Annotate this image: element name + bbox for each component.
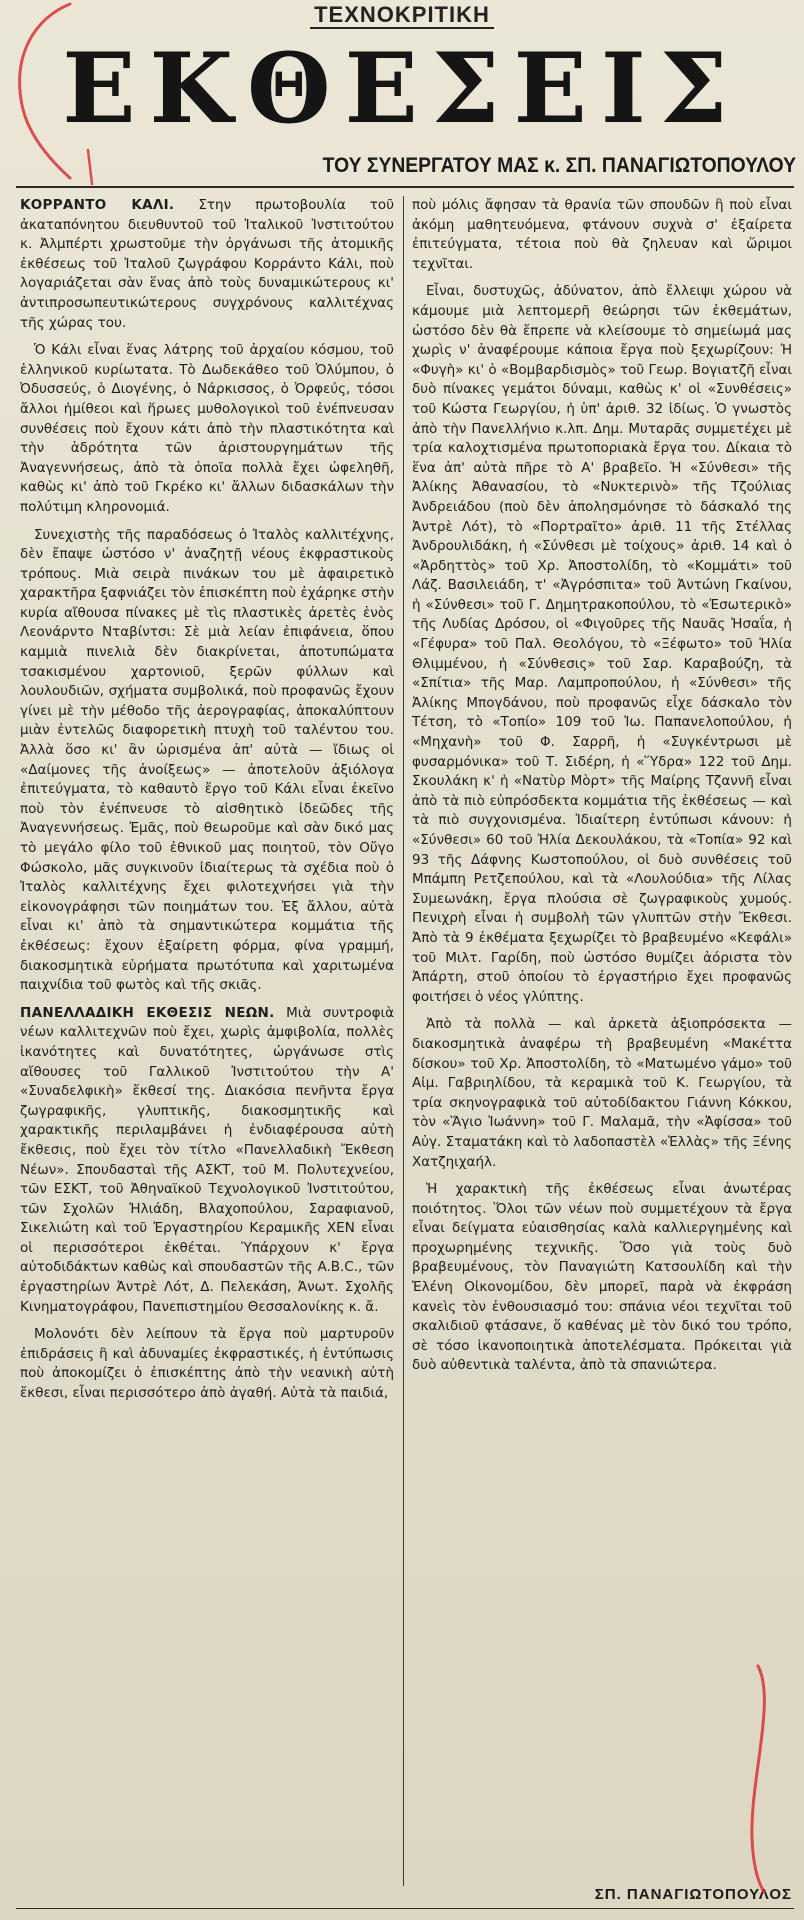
paragraph xyxy=(20,196,394,333)
paragraph-text: ποὺ μόλις ἄφησαν τὰ θρανία τῶν σπουδῶν ἢ ποὺ εἶναι ἀκόμη μαθητευόμενα, φτάνουν συχνὰ σ' ἐξαίρετα ἐπιτεύγματα, τέτοια ποὺ θὰ ζηλευαν καὶ ὥριμοι τεχνῖται. xyxy=(412,197,792,272)
bottom-rule xyxy=(16,1908,794,1909)
paragraph-text: Εἶναι, δυστυχῶς, ἀδύνατον, ἀπὸ ἔλλειψι χώρου νὰ κάμουμε μιὰ λεπτομερῆ θεώρησι τῶν ἐκθεμάτων, ὡστόσο δὲν θὰ ἔπρεπε νὰ κλείσουμε τὸ σημείωμά μας χωρὶς ν' ἀναφέρουμε κάποια ἔργα ποὺ ξεχωρίζουν: Ἡ «Φυγὴ» κι' ὁ «Βομβαρδισμὸς» τοῦ Γεωρ. Βογιατζῆ εἶναι δυὸ πίνακες γεμάτοι δύναμι, καθὼς κ' οἱ «Συνθέσεις» τοῦ Κώστα Γεωργίου, ἡ ὑπ' ἀριθ. 32 ἰδίως. Ὁ γνωστὸς ἀπὸ τὴν Πανελλήνιο κ.λπ. Δημ. Μυταρᾶς συμμετέχει μὲ τρία καλοχτισμένα πρωτοποριακὰ ἔργα του. Δίκαια τὸ ἕνα ἀπ' αὐτὰ πῆρε τὸ Α' βραβεῖο. Ἡ «Σύνθεσι» τῆς Ἀλίκης Ἀθανασίου, τὸ «Νυκτερινὸ» τῆς Τζούλιας Ἀνδρειάδου (ποὺ δὲν ἀπολησμόνησε τὸ δάσκαλό της Ἀντρὲ Λότ), τὸ «Πορτραῖτο» ἀριθ. 11 τῆς Στέλλας Ἀνδρουλιδάκη, ἡ «Σύνθεσι μὲ τοίχους» ἀριθ. 14 καὶ ὁ «Ἀρδηττὸς» τοῦ Χρ. Ἀποστολίδη, τὸ «Κομμάτι» τοῦ Λάζ. Βασιλειάδη, τ' «Ἀγρόσπιτα» τοῦ Ἀντώνη Γκαίνου, ἡ «Σύνθεσι» τοῦ Γ. Δημητρακοπούλου, τὸ «Ἐσωτερικὸ» τῆς Λυδίας Δρόσου, οἱ «Φιγοῦρες τῆς Ναυᾶς Ἠσαΐα, ἡ «Γέφυρα» τοῦ Παλ. Θεολόγου, τὸ «Ξέφωτο» τοῦ Ἠλία Θλιμμένου, ἡ «Σύνθεσις» τοῦ Σαρ. Καραβούζη, τὰ «Σπίτια» τῆς Μαρ. Λαμπροπούλου, ἡ «Σύνθεσι» τῆς Ἀλίκης Μπογδάνου, ποὺ προφανῶς εἶχε δάσκαλο τὸν Τέτση, τὸ «Τοπίο» 109 τοῦ Ἰω. Παπανελοπούλου, ἡ «Μηχανὴ» τοῦ Φ. Σαρρῆ, ἡ «Συγκέντρωσι μὲ φυσαρμόνικα» τοῦ Τ. Σιδέρη, ἡ «Ὕδρα» 122 τοῦ Δημ. Σκουλάκη κ' ἡ «Νατὺρ Μὸρτ» τῆς Μαίρης Τζαννῆ εἶναι ἀπὸ τὰ πιὸ εὐπρόσδεκτα κομμάτια τῆς ἐκθέσεως — καὶ τὰ πιὸ συγχονισμένα. Ἰδιαίτερη ἐντύπωσι κάνουν: ἡ «Σύνθεσι» 60 τοῦ Ἠλία Δεκουλάκου, τὰ «Τοπία» 92 καὶ 93 τῆς Δάφνης Κωστοπούλου, οἱ δυὸ συνθέσεις τοῦ Μπάμπη Ρετζεπούλου, καὶ τὰ «Λουλούδια» τῆς Λίλας Συμεωνάκη, ἔργα πλούσια σὲ ζωγραφικοὺς χυμούς. Πενιχρὴ εἶναι ἡ συμβολὴ τῶν γλυπτῶν στὴν Ἔκθεσι. Ἀπὸ τὰ 9 ἐκθέματα ξεχωρίζει τὸ βραβευμένο «Κεφάλι» τοῦ Μιλτ. Γαρίδη, ποὺ ὡστόσο θυμίζει ἀόριστα τὸν Ἀπάρτη, στοῦ ὁποίου τὸ ἐργαστήριο ἔχει προφανῶς φοιτήσει ὁ νέος γλύπτης. xyxy=(412,283,792,1005)
right-column xyxy=(412,196,792,1384)
paragraph xyxy=(20,341,394,517)
paragraph-text: Στην πρωτοβουλία τοῦ ἀκαταπόνητου διευθυντοῦ τοῦ Ἰταλικοῦ Ἰνστιτούτου κ. Ἀλμπέρτι χρωστοῦμε τὴν ὀργάνωσι τῆς ἀτομικῆς ἐκθέσεως τοῦ Ἰταλοῦ ζωγράφου Κορράντο Κάλι, ποὺ λογαριάζεται σὰν ἕνας ἀπὸ τοὺς δυναμικώτερους κι' ἀντιπροσωπευτικώτερους συγχρόνους καλλιτέχνας τῆς χώρας του. xyxy=(20,197,394,331)
top-rule xyxy=(16,186,794,188)
paragraph-text: Μολονότι δὲν λείπουν τὰ ἔργα ποὺ μαρτυροῦν ἐπιδράσεις ἢ καὶ ἀδυναμίες ἐκφραστικές, ἡ ἐντύπωσις ποὺ ἀποκομίζει ὁ ἐπισκέπτης ἀπὸ τὴν νεανικὴ αὐτὴ ἔκθεσι, εἶναι περισσότερο ἀπὸ ἀγαθή. Αὐτὰ τὰ παιδιά, xyxy=(20,1326,394,1402)
paragraph xyxy=(20,526,394,996)
paragraph-lead: ΚΟΡΡΑΝΤΟ ΚΑΛΙ. xyxy=(20,197,175,213)
paragraph xyxy=(412,1180,792,1376)
left-column xyxy=(20,196,394,1412)
section-kicker xyxy=(0,2,804,34)
paragraph-text: Συνεχιστὴς τῆς παραδόσεως ὁ Ἰταλὸς καλλιτέχνης, δὲν ἔπαψε ὡστόσο ν' ἀναζητῇ νέους ἐκφραστικοὺς τρόπους. Μιὰ σειρὰ πινάκων του μὲ ἀφαιρετικὸ χαρακτῆρα ξαφνιάζει τὸν ἐπισκέπτη ποὺ ἐχάρηκε στὴν κυρία αἴθουσα πίνακες μὲ τὶς πλαστικὲς ἀρετὲς ἑνὸς Λεονάρντο Νταβίντσι: Σὲ μιὰ λείαν ἐπιφάνεια, ὅπου καμμιὰ πινελιὰ δὲν διακρίνεται, ἀποτυπώματα τσακισμένου χαρτονιοῦ, ξερῶν φύλλων καὶ λουλουδιῶν, σχήματα συμβολικά, ποὺ προφανῶς ἔχουν γίνει μὲ τὴν μέθοδο τῆς ἀερογραφίας, ἀποκαλύπτουν μιὰν ἐντελῶς διαφορετικὴ πτυχὴ τοῦ ταλέντου του. Ἀλλὰ ὅσο κι' ἂν ὡρισμένα ἀπ' αὐτὰ — ἴδιως οἱ «Δαίμονες τῆς ἀνοίξεως» — ἀποτελοῦν ἀξιόλογα ἐπιτεύγματα, τὸ καθαυτὸ ἔργο τοῦ Κάλι εἶναι ἐκεῖνο ποὺ τὸν ἐνέπνευσε τὸ αἰσθητικὸ ἰδεῶδες τῆς Ἀναγεννήσεως. Ἐμᾶς, ποὺ θεωροῦμε καὶ σὰν δικό μας τὸ μεγάλο φίλο τοῦ ἐθνικοῦ μας ποιητοῦ, τὸν Οὔγο Φώσκολο, μᾶς συγκινοῦν ἰδιαίτερως τὰ σχέδια ποὺ ὁ Ἰταλὸς καλλιτέχνης ἔχει φιλοτεχνήσει γιὰ τὴν εἰκονογράφησι τῶν ποιημάτων του. Ἐξ ἄλλου, αὐτὰ εἶναι κι' ἀπὸ τὰ σημαντικώτερα κομμάτια τῆς ἐκθέσεως: ἔχουν ἐξαίρετη φόρμα, φίνα γραμμή, διακοσμητικὰ εὑρήματα πρωτότυπα καὶ χαριτωμένα παιχνίδια τοῦ φωτὸς καὶ τῆς σκιᾶς. xyxy=(20,526,394,994)
paragraph-text: Ἡ χαρακτικὴ τῆς ἐκθέσεως εἶναι ἀνωτέρας ποιότητος. Ὅλοι τῶν νέων ποὺ συμμετέχουν τὰ ἔργα εἶναι δείγματα εὐαισθησίας καλὰ καλλιεργημένης καὶ προχωρημένης τεχνικῆς. Ὅσο γιὰ τοὺς δυὸ βραβευμένους, τὸν Παναγιώτη Κατσουλίδη καὶ τὴν Ἑλένη Οἰκονομίδου, δὲν μπορεῖ, παρὰ νὰ ἐκφράση κανεὶς τὸν ἐνθουσιασμό του: σπάνια νέοι τεχνῖται τοῦ σκαλιδιοῦ φτάσανε, ὅ καθένας μὲ τὸν δικό του τρόπο, σὲ τόσο ἱκανοποιητικὰ ἀποτελέσματα. Πρόκειται γιὰ δυὸ αὐθεντικὰ ταλέντα, ἀπὸ τὰ σπανιώτερα. xyxy=(412,1181,792,1374)
headline: ΕΚΘΕΣΕΙΣ xyxy=(62,32,742,145)
section-kicker-text: ΤΕΧΝΟΚΡΙΤΙΚΗ xyxy=(310,2,494,29)
paragraph xyxy=(412,196,792,274)
paragraph-text: Μιὰ συντροφιὰ νέων καλλιτεχνῶν ποὺ ἔχει, χωρὶς ἀμφιβολία, πολλὲς ἱκανότητες καὶ δυνατότητες, ὠργάνωσε στὶς αἴθουσες τοῦ Γαλλικοῦ Ἰνστιτούτου τὴν Α' «Συναδελφικὴ» ἔκθεσί της. Διακόσια πενῆντα ἔργα ζωγραφικῆς, γλυπτικῆς, διακοσμητικῆς καὶ χαρακτικῆς περιλαμβάνει ἡ ἐνδιαφέρουσα αὐτὴ ἔκθεσις, ποὺ ἔχει τὸν τίτλο «Πανελλαδικὴ Ἔκθεση Νέων». Σπουδασταὶ τῆς ΑΣΚΤ, τοῦ Μ. Πολυτεχνείου, τῶν ΕΣΚΤ, τοῦ Ἀθηναϊκοῦ Τεχνολογικοῦ Ἰνστιτούτου, τῶν Σχολῶν Ἠλιάδη, Βλαχοπούλου, Σαραφιανοῦ, Σικελιώτη καὶ τοῦ Ἐργαστηρίου Κεραμικῆς ΧΕΝ εἶναι οἱ περισσότεροι ἐκθέται. Ὑπάρχουν κ' ἔργα αὐτοδιδάκτων καθὼς καὶ σπουδαστῶν τῆς A.B.C., τῶν ἐργαστηρίων Ἀντρὲ Λότ, Δ. Πελεκάση, Ἀνωτ. Σχολῆς Κινηματογράφου, Πανεπιστημίου Θεσσαλονίκης κ. ἄ. xyxy=(20,1004,395,1315)
paragraph xyxy=(412,1015,792,1172)
signature: ΣΠ. ΠΑΝΑΓΙΩΤΟΠΟΥΛΟΣ xyxy=(594,1886,792,1903)
paragraph xyxy=(20,1325,394,1403)
byline: ΤΟΥ ΣΥΝΕΡΓΑΤΟΥ ΜΑΣ κ. ΣΠ. ΠΑΝΑΓΙΩΤΟΠΟΥΛΟΥ xyxy=(322,154,796,177)
paragraph-text: Ὁ Κάλι εἶναι ἕνας λάτρης τοῦ ἀρχαίου κόσμου, τοῦ ἑλληνικοῦ κυρίωτατα. Τὸ Δωδεκάθεο τοῦ Ὀλύμπου, ὁ Ὀδυσσεύς, ὁ Διογένης, ὁ Νάρκισσος, ὁ Ὀρφεύς, τόσοι ἄλλοι ἡμίθεοι καὶ ἥρωες μυθολογικοὶ τοῦ ἐνέπνευσαν συνθέσεις ποὺ ἔχουν κάτι ἀπὸ τὴν πλαστικότητα καὶ τὴν ἁδρότητα τῶν ἀριστουργημάτων τῆς Ἀναγεννήσεως, ἀπὸ τὰ ὁποῖα πολλὰ ἔχει ὠφεληθῆ, καθὼς κι' ἀπὸ τοῦ Γκρέκο κι' ἄλλων διδασκάλων τὴν πολύτιμη κληρονομιά. xyxy=(20,342,394,515)
column-divider xyxy=(403,196,404,1886)
paragraph xyxy=(412,282,792,1007)
paragraph xyxy=(20,1004,394,1318)
paragraph-text: Ἀπὸ τὰ πολλὰ — καὶ ἀρκετὰ ἀξιοπρόσεκτα — διακοσμητικὰ ἀναφέρω τὴ βραβευμένη «Μακέττα δίσκου» τοῦ Χρ. Ἀποστολίδη, τὸ «Ματωμένο γάμο» τοῦ Αἰμ. Γαβριηλίδου, τὰ κεραμικὰ τοῦ Κ. Γεωργίου, τὰ τρία σκηνογραφικὰ τοῦ αὐτοδίδακτου Γιάννη Κόκκου, τὸν «Ἅγιο Ἰωάννη» τοῦ Γ. Μαλαμᾶ, τὴν «Ἀφίσσα» τοῦ Αὐγ. Σταματάκη καὶ τὸ λαδοπαστὲλ «Ἑλλὰς» τῆς Ξένης Χατζηιχαήλ. xyxy=(412,1016,792,1170)
pen-mark-bottom-right xyxy=(680,1660,804,1900)
paragraph-lead: ΠΑΝΕΛΛΑΔΙΚΗ ΕΚΘΕΣΙΣ ΝΕΩΝ. xyxy=(20,1004,275,1021)
